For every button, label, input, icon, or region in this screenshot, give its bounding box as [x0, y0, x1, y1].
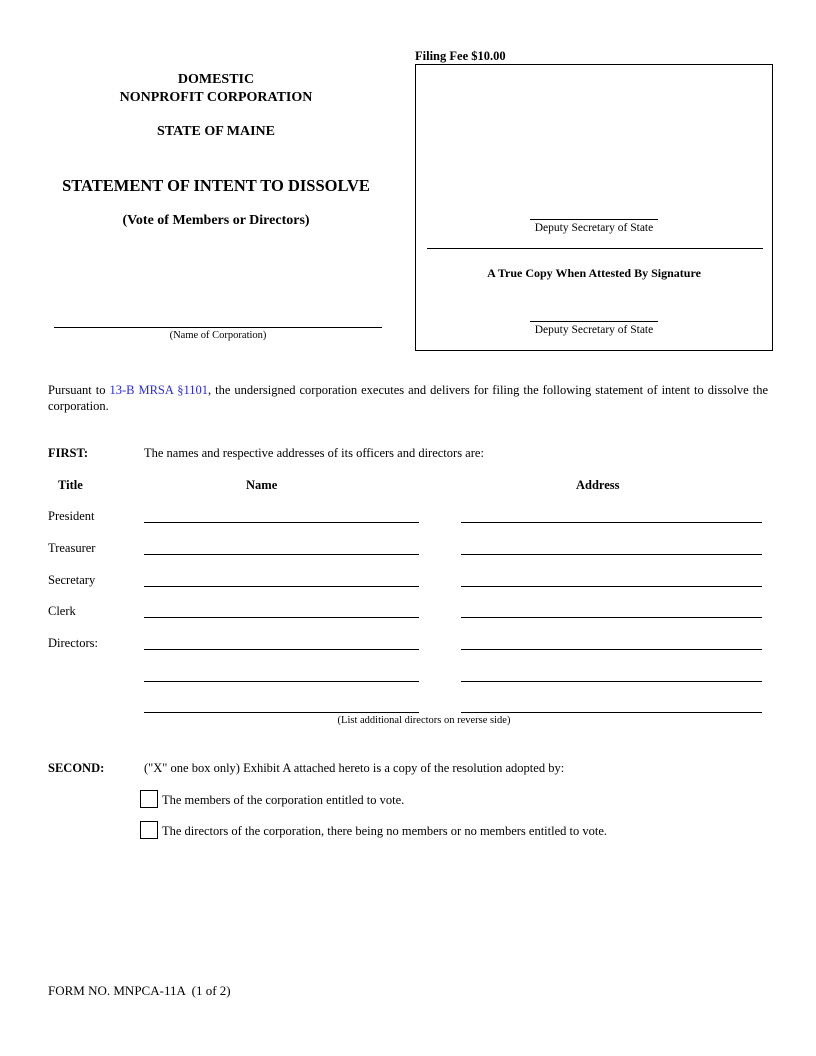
members-option-label: The members of the corporation entitled to vote. [162, 793, 405, 807]
intro-prefix: Pursuant to [48, 383, 110, 397]
statute-link[interactable]: 13-B MRSA §1101 [109, 383, 208, 397]
page-title: STATEMENT OF INTENT TO DISSOLVE [62, 176, 370, 195]
header-nonprofit: NONPROFIT CORPORATION [119, 90, 313, 105]
second-text: ("X" one box only) Exhibit A attached hereto is a copy of the resolution adopted by: [144, 761, 565, 775]
row-clerk: Clerk [48, 604, 76, 618]
col-title: Title [58, 478, 83, 492]
deputy-signature-line-1 [530, 219, 658, 220]
col-name: Name [246, 478, 278, 492]
directors-checkbox[interactable] [140, 821, 158, 839]
row-directors: Directors: [48, 636, 98, 650]
intro-paragraph [48, 382, 768, 414]
members-checkbox[interactable] [140, 790, 158, 808]
director3-name-line[interactable] [144, 712, 419, 713]
deputy-signature-line-2 [530, 321, 658, 322]
treasurer-name-line[interactable] [144, 554, 419, 555]
row-president: President [48, 509, 95, 523]
col-address: Address [576, 478, 620, 492]
additional-directors-note: (List additional directors on reverse side) [337, 715, 511, 726]
filing-fee: Filing Fee $10.00 [415, 49, 506, 63]
corporation-name-line[interactable] [54, 327, 382, 328]
clerk-name-line[interactable] [144, 617, 419, 618]
director1-address-line[interactable] [461, 649, 762, 650]
secretary-address-line[interactable] [461, 586, 762, 587]
president-name-line[interactable] [144, 522, 419, 523]
form-number: FORM NO. MNPCA-11A (1 of 2) [48, 983, 231, 998]
president-address-line[interactable] [461, 522, 762, 523]
header-state: STATE OF MAINE [157, 124, 275, 139]
row-secretary: Secretary [48, 573, 96, 587]
true-copy-label: A True Copy When Attested By Signature [487, 266, 701, 280]
director2-address-line[interactable] [461, 681, 762, 682]
deputy-label-1: Deputy Secretary of State [534, 222, 654, 234]
director2-name-line[interactable] [144, 681, 419, 682]
treasurer-address-line[interactable] [461, 554, 762, 555]
deputy-label-2: Deputy Secretary of State [534, 324, 654, 336]
header-domestic: DOMESTIC [177, 72, 255, 87]
row-treasurer: Treasurer [48, 541, 96, 555]
secretary-name-line[interactable] [144, 586, 419, 587]
second-label: SECOND: [48, 761, 105, 775]
first-text: The names and respective addresses of its officers and directors are: [144, 446, 484, 460]
director1-name-line[interactable] [144, 649, 419, 650]
directors-option-label: The directors of the corporation, there being no members or no members entitled to vote. [162, 824, 608, 838]
filing-box [415, 64, 773, 351]
director3-address-line[interactable] [461, 712, 762, 713]
filing-box-divider [427, 248, 763, 249]
page-subtitle: (Vote of Members or Directors) [122, 213, 310, 228]
corporation-name-caption: (Name of Corporation) [169, 330, 267, 341]
clerk-address-line[interactable] [461, 617, 762, 618]
intro-rest: , the undersigned corporation executes and delivers for filing the following statement of intent to dissolve the corporation. [48, 383, 768, 413]
first-label: FIRST: [48, 446, 89, 460]
